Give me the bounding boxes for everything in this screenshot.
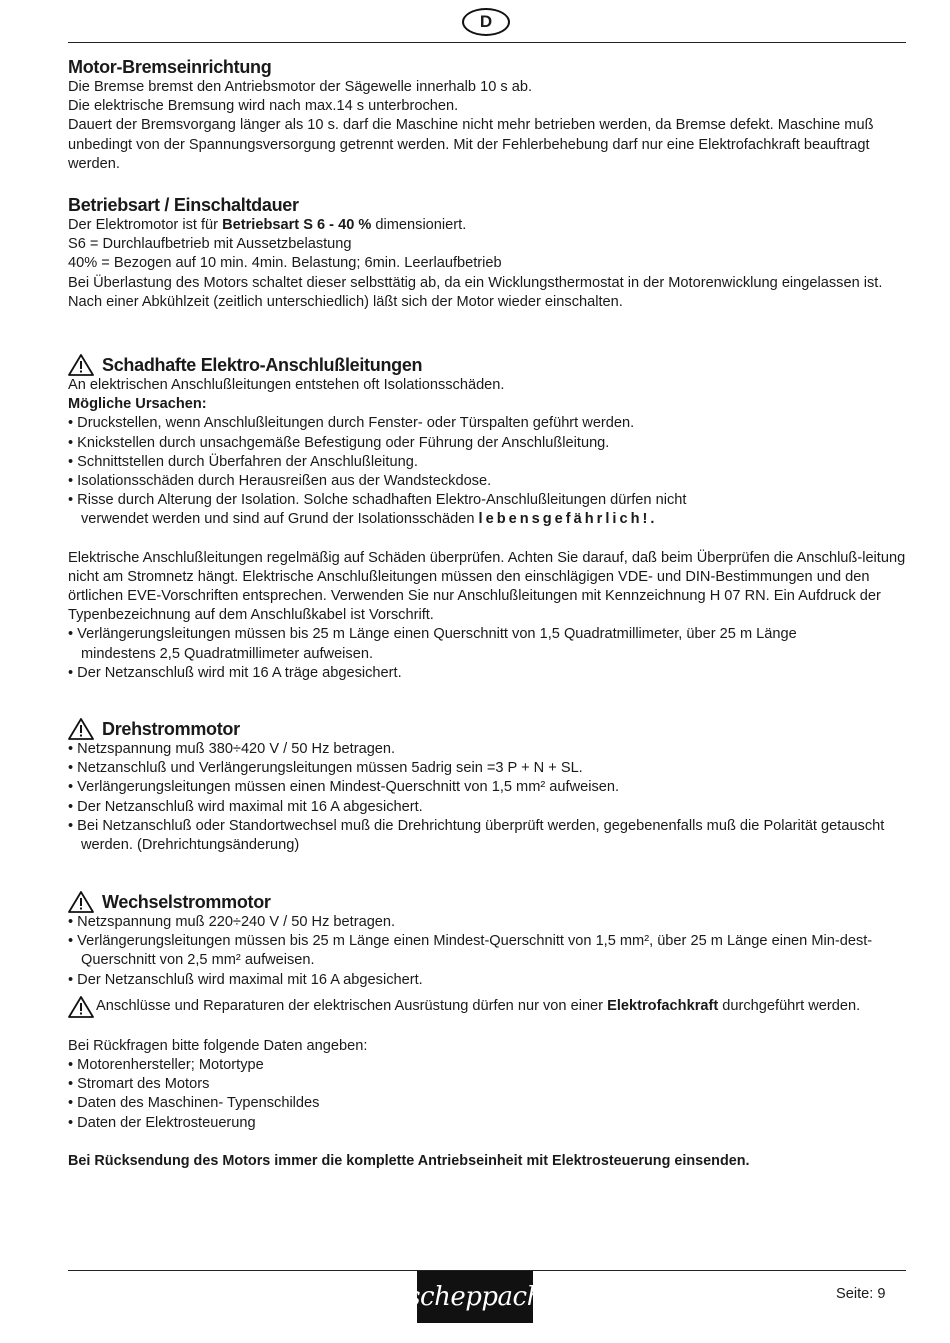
- section-title: Schadhafte Elektro-Anschlußleitungen: [102, 355, 423, 375]
- text-line: Bei Rückfragen bitte folgende Daten angeben:: [68, 1037, 368, 1054]
- warning-icon: [68, 354, 94, 376]
- list-item: • Netzspannung muß 380÷420 V / 50 Hz betragen.: [68, 740, 920, 759]
- text-paragraph: Bei Überlastung des Motors schaltet dieser selbsttätig ab, da ein Wicklungsthermostat in der Motorenwicklung eingelassen ist. Nach einer Abkühlzeit (zeitlich unterschiedlich) läßt sich der Motor wieder einschalten.: [68, 274, 883, 310]
- causes-label: Mögliche Ursachen:: [68, 396, 207, 413]
- list-item: • Netzanschluß und Verlängerungsleitungen müssen 5adrig sein =3 P + N + SL.: [68, 759, 920, 778]
- single-phase-list: [68, 913, 920, 990]
- list-item: • Daten des Maschinen- Typenschildes: [68, 1094, 920, 1113]
- list-item: • Netzspannung muß 220÷240 V / 50 Hz betragen.: [68, 913, 920, 932]
- text-line: [68, 216, 920, 235]
- section-title: Betriebsart / Einschaltdauer: [68, 195, 299, 215]
- text-line: An elektrischen Anschlußleitungen entstehen oft Isolationsschäden.: [68, 377, 505, 393]
- cable-list: [68, 625, 920, 683]
- section-three-phase-motor: [68, 718, 920, 855]
- text-line: Die elektrische Bremsung wird nach max.14 s unterbrochen.: [68, 98, 459, 115]
- text-span: durchgeführt werden.: [718, 998, 861, 1015]
- list-item: • Verlängerungsleitungen müssen einen Mindest-Querschnitt von 1,5 mm² aufweisen.: [68, 778, 920, 797]
- final-note: Bei Rücksendung des Motors immer die komplette Antriebseinheit mit Elektrosteuerung einsenden.: [68, 1152, 750, 1169]
- causes-list: [68, 414, 920, 529]
- section-single-phase-motor: [68, 891, 920, 1171]
- text-line: [96, 997, 860, 1016]
- list-item: • Der Netzanschluß wird maximal mit 16 A abgesichert.: [68, 798, 920, 817]
- text-line: S6 = Durchlaufbetrieb mit Aussetzbelastung: [68, 236, 352, 253]
- inquiry-list: [68, 1056, 920, 1133]
- section-damaged-cables: [68, 354, 920, 683]
- warning-icon: [68, 718, 94, 740]
- warning-icon: [68, 891, 94, 913]
- section-title: Motor-Bremseinrichtung: [68, 57, 272, 77]
- list-item: • Verlängerungsleitungen müssen bis 25 m Länge einen Querschnitt von 1,5 Quadratmillimeter, über 25 m Länge mindestens 2,5 Quadratmillimeter aufweisen.: [68, 625, 920, 663]
- text-span: dimensioniert.: [371, 217, 467, 233]
- list-item: [68, 491, 920, 529]
- text-span: Der Elektromotor ist für: [68, 217, 223, 233]
- bold-span: Elektrofachkraft: [607, 998, 719, 1015]
- section-title: Wechselstrommotor: [102, 892, 271, 912]
- warning-icon: [68, 996, 94, 1018]
- list-item: • Isolationsschäden durch Herausreißen aus der Wandsteckdose.: [68, 472, 920, 491]
- electrician-warning: [68, 996, 920, 1018]
- list-item: • Verlängerungsleitungen müssen bis 25 m Länge einen Mindest-Querschnitt von 1,5 mm², über 25 m Länge einen Min-dest-Querschnitt von 2,5 mm² aufweisen.: [68, 932, 920, 970]
- list-item: • Der Netzanschluß wird mit 16 A träge abgesichert.: [68, 664, 920, 683]
- language-badge: D: [462, 8, 510, 36]
- bold-span: Betriebsart S 6 - 40 %: [222, 217, 372, 233]
- text-paragraph: Dauert der Bremsvorgang länger als 10 s. darf die Maschine nicht mehr betrieben werden, da Bremse defekt. Maschine muß unbedingt von der Spannungsversorgung getrennt werden. Mit der Fehlerbehebung darf nur eine Elektrofachkraft beauftragt werden.: [68, 117, 874, 172]
- section-title: Drehstrommotor: [102, 719, 240, 739]
- section-heading: [68, 718, 920, 740]
- top-rule: [68, 42, 906, 43]
- text-line: Die Bremse bremst den Antriebsmotor der Sägewelle innerhalb 10 s ab.: [68, 79, 532, 95]
- list-item: • Motorenhersteller; Motortype: [68, 1056, 920, 1075]
- three-phase-list: [68, 740, 920, 855]
- scheppach-logo: scheppach: [417, 1271, 533, 1323]
- list-item: • Druckstellen, wenn Anschlußleitungen durch Fenster- oder Türspalten geführt werden.: [68, 414, 920, 433]
- section-operating-mode: [68, 194, 920, 312]
- page-number: Seite: 9: [836, 1286, 886, 1302]
- text-line: 40% = Bezogen auf 10 min. 4min. Belastung; 6min. Leerlaufbetrieb: [68, 255, 502, 272]
- text-paragraph: Elektrische Anschlußleitungen regelmäßig auf Schäden überprüfen. Achten Sie darauf, daß beim Überprüfen die Anschluß-leitung nicht am Stromnetz hängt. Elektrische Anschlußleitungen müssen den einschlägigen VDE- und DIN-Bestimmungen und den örtlichen EVE-Vorschriften entsprechen. Verwenden Sie nur Anschlußleitungen mit Kennzeichnung H 07 RN. Ein Aufdruck der Typenbezeichnung auf dem Anschlußkabel ist Vorschrift.: [68, 549, 906, 624]
- section-heading: [68, 891, 920, 913]
- bold-spaced-span: lebensgefährlich!.: [478, 511, 658, 528]
- list-item: • Der Netzanschluß wird maximal mit 16 A abgesichert.: [68, 971, 920, 990]
- list-item: • Schnittstellen durch Überfahren der Anschlußleitung.: [68, 453, 920, 472]
- list-item: • Knickstellen durch unsachgemäße Befestigung oder Führung der Anschlußleitung.: [68, 434, 920, 453]
- list-item: • Daten der Elektrosteuerung: [68, 1114, 920, 1133]
- section-heading: [68, 354, 920, 376]
- list-item: • Bei Netzanschluß oder Standortwechsel muß die Drehrichtung überprüft werden, gegebenenfalls muß die Polarität getauscht werden. (Drehrichtungsänderung): [68, 817, 920, 855]
- text-span: Anschlüsse und Reparaturen der elektrischen Ausrüstung dürfen nur von einer: [96, 998, 608, 1015]
- text-span: Risse durch Alterung der Isolation. Solche schadhaften Elektro-Anschlußleitungen dürfen nicht verwendet werden und sind auf Grund der Isolationsschäden: [77, 492, 687, 528]
- section-motor-brake: [68, 56, 920, 174]
- list-item: • Stromart des Motors: [68, 1075, 920, 1094]
